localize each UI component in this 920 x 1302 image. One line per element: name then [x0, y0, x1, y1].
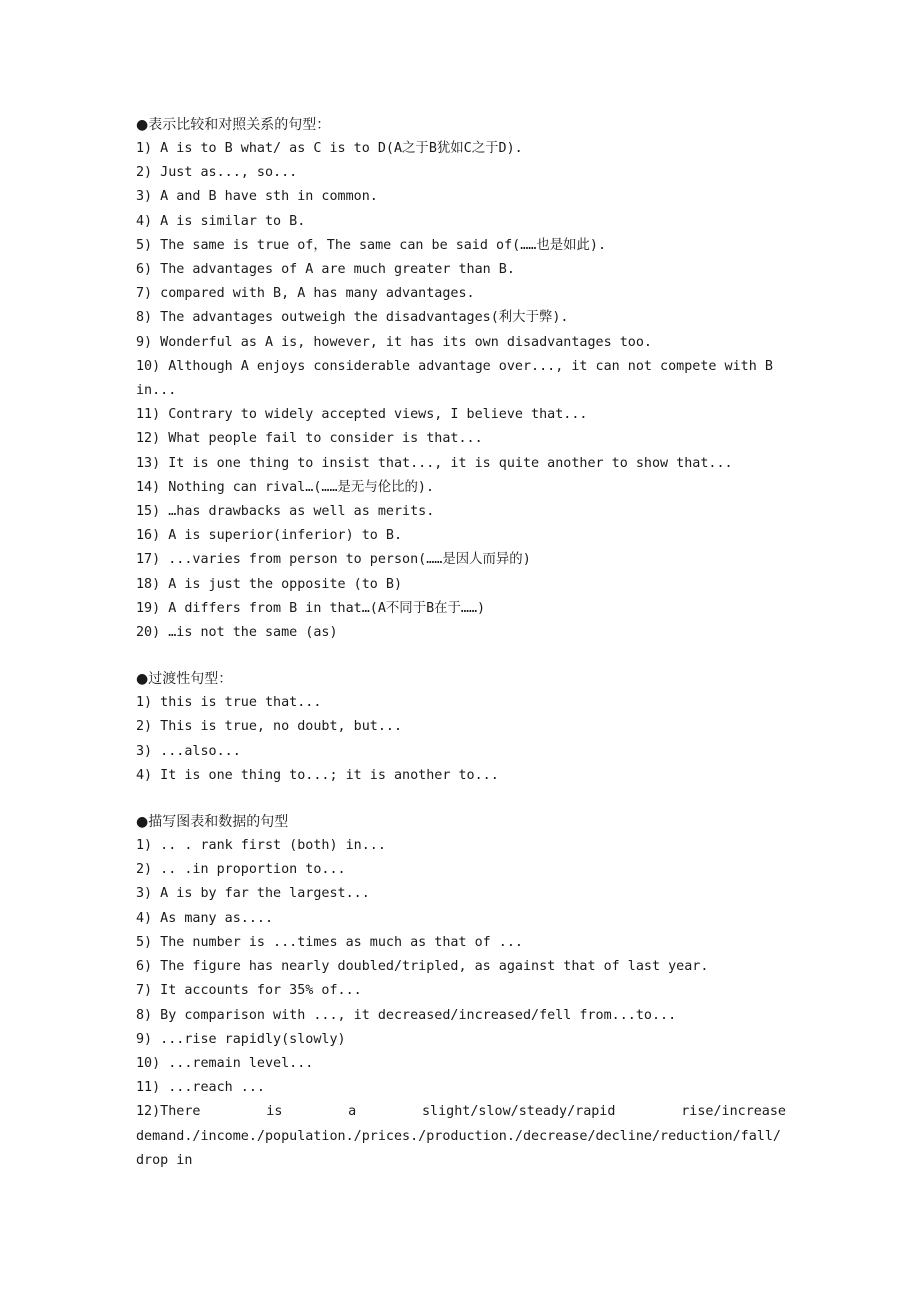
- list-item: 18) A is just the opposite (to B): [136, 576, 403, 592]
- list-item: 14) Nothing can rival…(……是无与伦比的).: [136, 479, 435, 495]
- list-item: 7) compared with B, A has many advantages.: [136, 286, 475, 302]
- section-heading: ●描写图表和数据的句型: [136, 814, 289, 831]
- section-heading: ●表示比较和对照关系的句型：: [136, 117, 331, 133]
- list-item: 5) The same is true of，The same can be said of(……也是如此).: [136, 237, 607, 253]
- list-item: 12) What people fail to consider is that...: [136, 431, 483, 447]
- list-item: 8) The advantages outweigh the disadvantages(利大于弊).: [136, 310, 569, 326]
- document-page: [136, 113, 786, 1173]
- section-heading: ●过渡性句型：: [136, 671, 233, 688]
- list-item: 7) It accounts for 35% of...: [136, 983, 362, 999]
- list-item: 3) A and B have sth in common.: [136, 189, 378, 205]
- list-item: 6) The figure has nearly doubled/tripled, as against that of last year.: [136, 959, 709, 975]
- list-item: 9) ...rise rapidly(slowly): [136, 1031, 346, 1047]
- list-item: 3) ...also...: [136, 743, 241, 759]
- list-item: 20) …is not the same (as): [136, 625, 338, 641]
- list-item: 5) The number is ...times as much as that of ...: [136, 934, 523, 950]
- list-item: 4) A is similar to B.: [136, 213, 306, 229]
- list-item: 3) A is by far the largest...: [136, 886, 370, 902]
- list-item: 6) The advantages of A are much greater than B.: [136, 262, 515, 278]
- list-item: 13) It is one thing to insist that..., it is quite another to show that...: [136, 455, 733, 471]
- list-item: 11) ...reach ...: [136, 1080, 265, 1096]
- list-item: 2) This is true, no doubt, but...: [136, 719, 403, 735]
- list-item: 10) Although A enjoys considerable advantage over..., it can not compete with B: [136, 358, 773, 374]
- list-item: 1) .. . rank first (both) in...: [136, 838, 386, 854]
- list-item: 4) As many as....: [136, 910, 274, 926]
- list-item: 12)There is a slight/slow/steady/rapid rise/increase: [136, 1104, 786, 1120]
- list-item: 8) By comparison with ..., it decreased/increased/fell from...to...: [136, 1007, 677, 1023]
- list-item: 10) ...remain level...: [136, 1055, 314, 1071]
- list-item-continuation: in...: [136, 383, 177, 399]
- list-item-continuation: demand./income./population./prices./production./decrease/decline/reduction/fall/: [136, 1128, 781, 1144]
- comparison-section: [136, 113, 786, 645]
- transition-section: [136, 667, 786, 788]
- list-item: 2) .. .in proportion to...: [136, 862, 346, 878]
- list-item: 17) ...varies from person to person(……是因人而异的): [136, 552, 531, 568]
- list-item: 9) Wonderful as A is, however, it has its own disadvantages too.: [136, 334, 652, 350]
- list-item: 19) A differs from B in that…(A不同于B在于……): [136, 600, 486, 616]
- chart-data-section: [136, 810, 786, 1173]
- list-item: 16) A is superior(inferior) to B.: [136, 528, 403, 544]
- list-item: 1) A is to B what/ as C is to D(A之于B犹如C之于D).: [136, 141, 523, 156]
- list-item: 15) …has drawbacks as well as merits.: [136, 504, 435, 520]
- list-item-continuation: drop in: [136, 1152, 193, 1168]
- list-item: 1) this is true that...: [136, 695, 322, 711]
- list-item: 2) Just as..., so...: [136, 165, 298, 181]
- list-item: 11) Contrary to widely accepted views, I believe that...: [136, 407, 588, 423]
- list-item: 4) It is one thing to...; it is another to...: [136, 767, 499, 783]
